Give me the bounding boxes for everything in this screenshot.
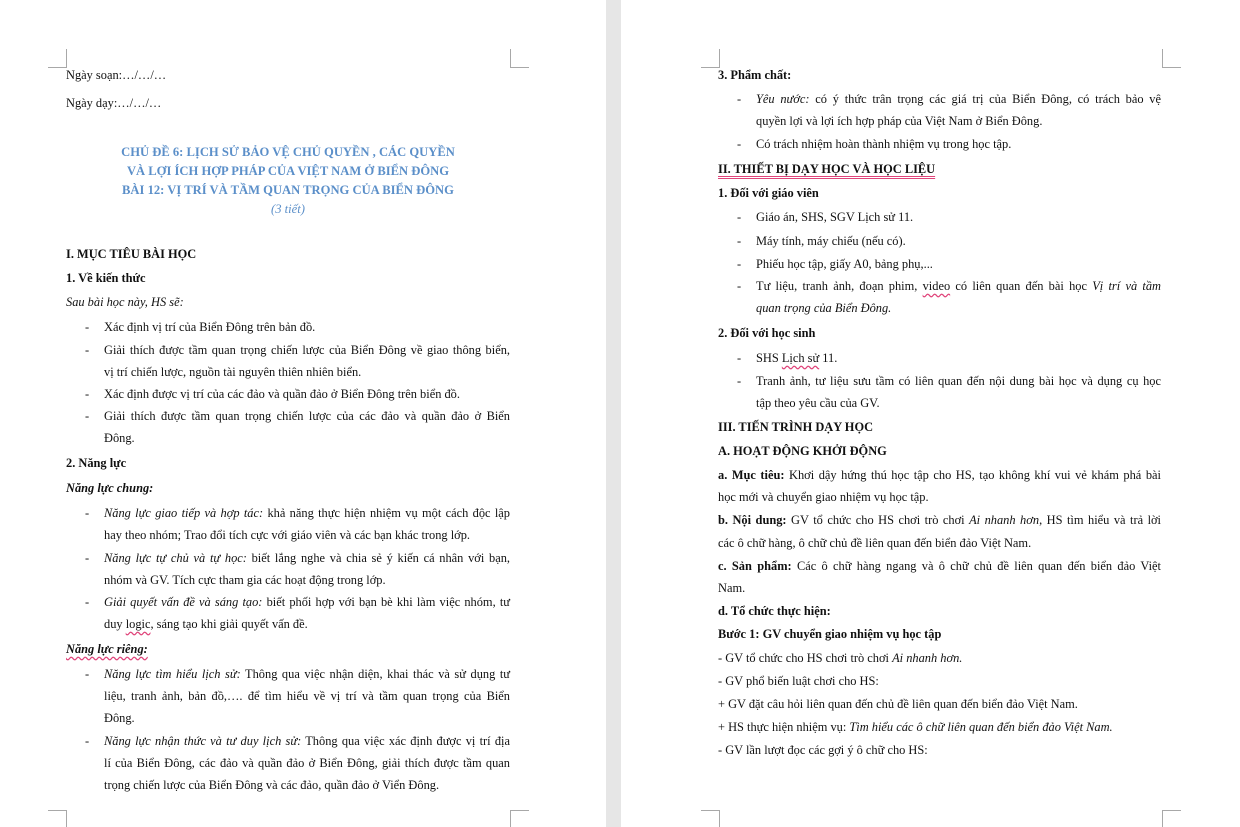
objective-paragraph: a. Mục tiêu: Khơi dậy hứng thú học tập cho HS, tạo không khí vui vẻ khám phá bài xyxy=(718,468,1161,482)
list-item: - Xác định vị trí của Biển Đông trên bản đồ. xyxy=(85,320,316,334)
list-item: - Giải thích được tầm quan trọng chiến lược của Biển Đông về giao thông biển, xyxy=(85,343,510,357)
list-item: - Tư liệu, tranh ảnh, đoạn phim, video có liên quan đến bài học Vị trí và tầm xyxy=(737,279,1161,293)
crop-mark-top-left xyxy=(48,49,67,68)
list-item-continuation: quan trọng của Biển Đông. xyxy=(756,301,892,315)
organization-heading: d. Tổ chức thực hiện: xyxy=(718,604,831,618)
product-paragraph-continuation: Nam. xyxy=(718,581,746,595)
content-paragraph: b. Nội dung: GV tổ chức cho HS chơi trò chơi Ai nhanh hơn, HS tìm hiểu và trả lời xyxy=(718,513,1161,527)
section-heading-materials: II. THIẾT BỊ DẠY HỌC VÀ HỌC LIỆU xyxy=(718,162,936,176)
list-item-continuation: tập theo yêu cầu của GV. xyxy=(756,396,880,410)
list-item-continuation: liệu, tranh ảnh, bản đồ,…. để tìm hiểu về vị trí và tầm quan trọng của Biển xyxy=(104,689,510,703)
knowledge-intro: Sau bài học này, HS sẽ: xyxy=(66,295,184,309)
spellcheck-mark: video xyxy=(922,279,951,293)
crop-mark-bottom-right xyxy=(1162,810,1181,827)
general-competence-heading: Năng lực chung: xyxy=(66,481,154,495)
step-line: - GV phổ biến luật chơi cho HS: xyxy=(718,674,879,688)
list-item: - Giáo án, SHS, SGV Lịch sử 11. xyxy=(737,210,914,224)
crop-mark-bottom-left xyxy=(701,810,720,827)
subheading-qualities: 3. Phẩm chất: xyxy=(718,68,792,82)
date-taught: Ngày dạy:…/…/… xyxy=(66,96,162,110)
lesson-title-line2: VÀ LỢI ÍCH HỢP PHÁP CỦA VIỆT NAM Ở BIỂN ĐÔNG xyxy=(126,164,450,178)
lesson-title-line1: CHỦ ĐỀ 6: LỊCH SỬ BẢO VỆ CHỦ QUYỀN , CÁC QUYỀN xyxy=(121,145,455,159)
spellcheck-mark: Lịch sử xyxy=(781,351,820,365)
step-line: - GV lần lượt đọc các gợi ý ô chữ cho HS: xyxy=(718,743,928,757)
lesson-period-count: (3 tiết) xyxy=(271,202,305,216)
list-item-continuation: hay theo nhóm; Trao đổi tích cực với giáo viên và các bạn khác trong lớp. xyxy=(104,528,470,542)
crop-mark-top-right xyxy=(1162,49,1181,68)
list-item: - Có trách nhiệm hoàn thành nhiệm vụ trong học tập. xyxy=(737,137,1012,151)
date-prepared: Ngày soạn:…/…/… xyxy=(66,68,167,82)
list-item: - Xác định được vị trí của các đảo và quần đảo ở Biển Đông trên biển đồ. xyxy=(85,387,460,401)
list-item: - Tranh ảnh, tư liệu sưu tầm có liên quan đến nội dung bài học và dụng cụ học xyxy=(737,374,1161,388)
list-item: - Phiếu học tập, giấy A0, bảng phụ,... xyxy=(737,257,933,271)
list-item: - Năng lực tự chủ và tự học: biết lắng nghe và chia sẻ ý kiến cá nhân với bạn, xyxy=(85,551,510,565)
list-item: - Năng lực tìm hiểu lịch sử: Thông qua việc nhận diện, khai thác và sử dụng tư xyxy=(85,667,510,681)
step-line: + GV đặt câu hỏi liên quan đến chủ đề liên quan đến biển đảo Việt Nam. xyxy=(718,697,1078,711)
subheading-knowledge: 1. Về kiến thức xyxy=(66,271,146,285)
subheading-teacher: 1. Đối với giáo viên xyxy=(718,186,819,200)
list-item: - Yêu nước: có ý thức trân trọng các giá trị của Biển Đông, có trách bảo vệ xyxy=(737,92,1161,106)
list-item-continuation: trọng chiến lược của Biển Đông và các đảo, quần đảo ở Viển Đông. xyxy=(104,778,440,792)
product-paragraph: c. Sản phẩm: Các ô chữ hàng ngang và ô chữ chủ đề liên quan đến biển đảo Việt xyxy=(718,559,1161,573)
lesson-title-line3: BÀI 12: VỊ TRÍ VÀ TẦM QUAN TRỌNG CỦA BIỂN ĐÔNG xyxy=(122,183,454,197)
section-heading-warmup: A. HOẠT ĐỘNG KHỞI ĐỘNG xyxy=(718,444,887,458)
list-item: - Giải thích được tầm quan trọng chiến lược của các đảo và quần đảo ở Biển xyxy=(85,409,510,423)
step1-heading: Bước 1: GV chuyển giao nhiệm vụ học tập xyxy=(718,627,942,641)
spellcheck-mark: logic xyxy=(125,617,151,631)
specific-competence-heading: Năng lực riêng: xyxy=(66,642,148,656)
list-item-continuation: vị trí chiến lược, nguồn tài nguyên thiên nhiên biển. xyxy=(104,365,362,379)
content-paragraph-continuation: các ô chữ hàng, ô chữ chủ đề liên quan đến biển đảo Việt Nam. xyxy=(718,536,1032,550)
crop-mark-bottom-right xyxy=(510,810,529,827)
step-line: + HS thực hiện nhiệm vụ: Tìm hiểu các ô chữ liên quan đến biển đảo Việt Nam. xyxy=(718,720,1113,734)
step-line: - GV tổ chức cho HS chơi trò chơi Ai nhanh hơn. xyxy=(718,651,963,665)
list-item: - Năng lực giao tiếp và hợp tác: khả năng thực hiện nhiệm vụ một cách độc lập xyxy=(85,506,510,520)
section-heading-process: III. TIẾN TRÌNH DẠY HỌC xyxy=(718,420,874,434)
list-item-continuation: quyền lợi và lợi ích hợp pháp của Việt Nam ở Biển Đông. xyxy=(756,114,1043,128)
list-item: - Giải quyết vấn đề và sáng tạo: biết phối hợp với bạn bè khi làm việc nhóm, tư xyxy=(85,595,510,609)
section-heading-objectives: I. MỤC TIÊU BÀI HỌC xyxy=(66,247,197,261)
subheading-student: 2. Đối với học sinh xyxy=(718,326,816,340)
list-item-continuation: lí của Biển Đông, các đảo và quần đảo ở Biển Đông, giải thích được tầm quan xyxy=(104,756,510,770)
list-item-continuation: Đông. xyxy=(104,431,135,445)
crop-mark-top-right xyxy=(510,49,529,68)
crop-mark-bottom-left xyxy=(48,810,67,827)
list-item: - Máy tính, máy chiếu (nếu có). xyxy=(737,234,906,248)
list-item-continuation: Đông. xyxy=(104,711,135,725)
subheading-competence: 2. Năng lực xyxy=(66,456,127,470)
document-page-left xyxy=(0,0,606,827)
list-item: - SHS Lịch sử 11. xyxy=(737,351,838,365)
document-page-right xyxy=(621,0,1240,827)
list-item-continuation: nhóm và GV. Tích cực tham gia các hoạt động trong lớp. xyxy=(104,573,386,587)
list-item-continuation: duy logic, sáng tạo khi giải quyết vấn đề. xyxy=(104,617,308,631)
list-item: - Năng lực nhận thức và tư duy lịch sử: Thông qua việc xác định được vị trí địa xyxy=(85,734,510,748)
objective-paragraph-continuation: học mới và chuyển giao nhiệm vụ học tập. xyxy=(718,490,929,504)
